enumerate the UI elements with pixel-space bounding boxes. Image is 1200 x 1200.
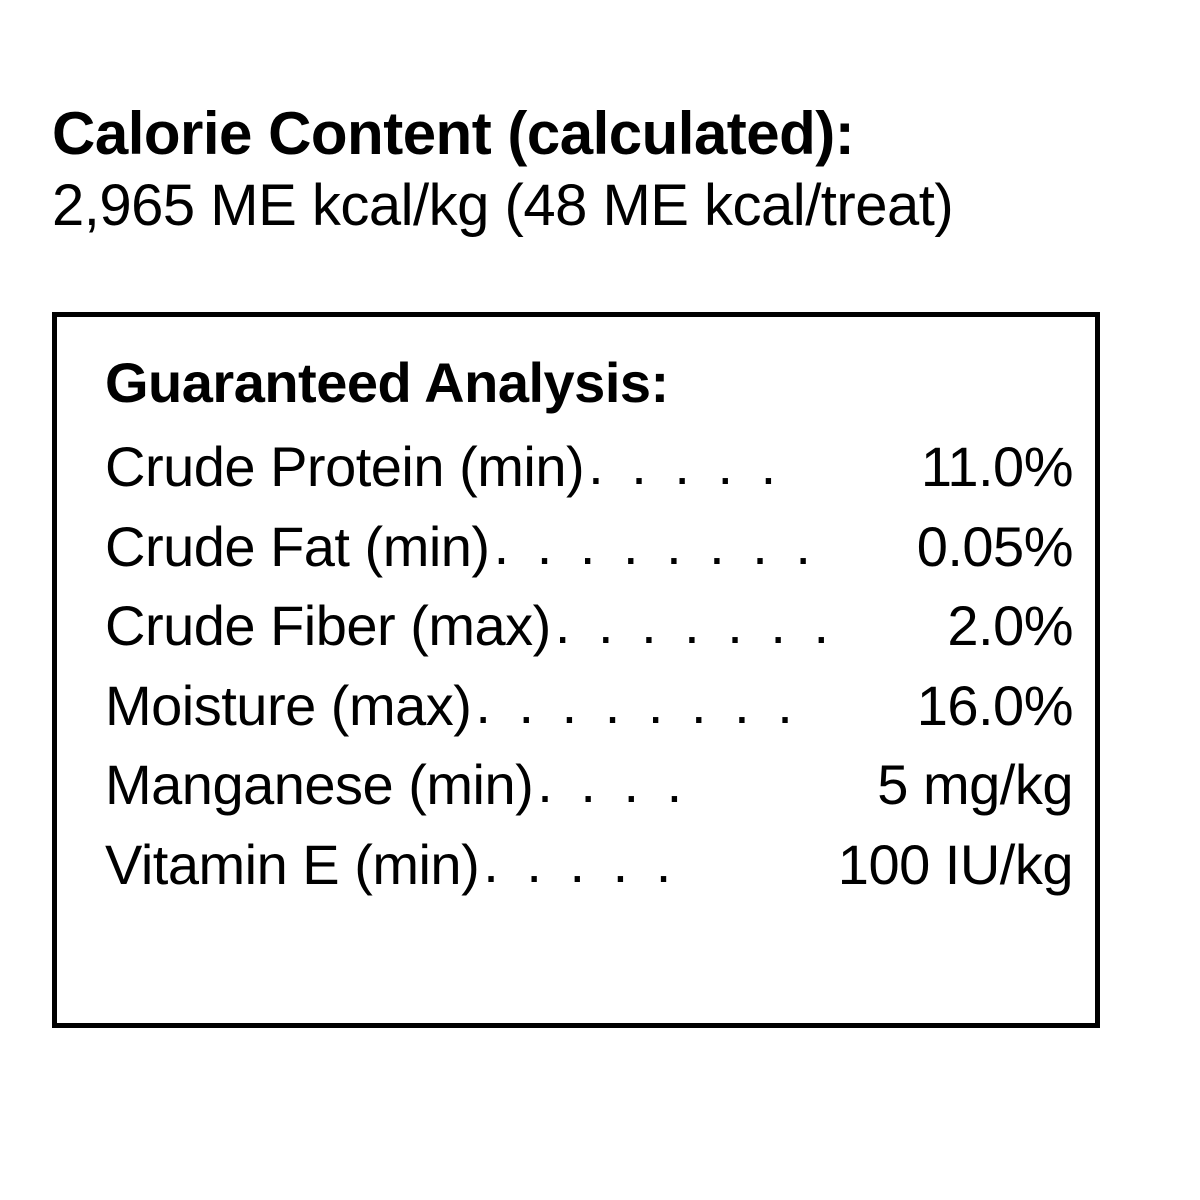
nutrient-label: Moisture (max)	[105, 673, 472, 737]
guaranteed-analysis-box	[52, 312, 1100, 1028]
nutrient-label: Vitamin E (min)	[105, 832, 480, 896]
leader-dots: . . . .	[537, 751, 689, 815]
table-row	[105, 825, 1073, 905]
calorie-content-value: 2,965 ME kcal/kg (48 ME kcal/treat)	[52, 173, 954, 239]
guaranteed-analysis-content	[105, 351, 1073, 904]
leader-dots: . . . . .	[588, 433, 783, 497]
nutrient-value: 5 mg/kg	[877, 753, 1073, 817]
nutrient-value: 11.0%	[920, 435, 1073, 499]
leader-dots: . . . . . . .	[554, 592, 836, 656]
nutrient-label: Crude Fiber (max)	[105, 594, 551, 658]
table-row	[105, 666, 1073, 746]
calorie-content-block	[52, 100, 1152, 240]
leader-dots: . . . . . . . .	[475, 671, 799, 735]
nutrient-label: Crude Fat (min)	[105, 514, 490, 578]
table-row	[105, 745, 1073, 825]
nutrient-value: 2.0%	[947, 594, 1073, 658]
nutrient-label: Manganese (min)	[105, 753, 534, 817]
table-row	[105, 507, 1073, 587]
calorie-content-title: Calorie Content (calculated):	[52, 100, 855, 167]
guaranteed-analysis-title: Guaranteed Analysis:	[105, 351, 669, 414]
table-row	[105, 427, 1073, 507]
nutrient-label: Crude Protein (min)	[105, 435, 585, 499]
leader-dots: . . . . .	[483, 830, 678, 894]
leader-dots: . . . . . . . .	[493, 512, 817, 576]
nutrient-value: 100 IU/kg	[837, 832, 1073, 896]
nutrient-value: 16.0%	[916, 673, 1073, 737]
nutrient-value: 0.05%	[916, 514, 1073, 578]
table-row	[105, 586, 1073, 666]
